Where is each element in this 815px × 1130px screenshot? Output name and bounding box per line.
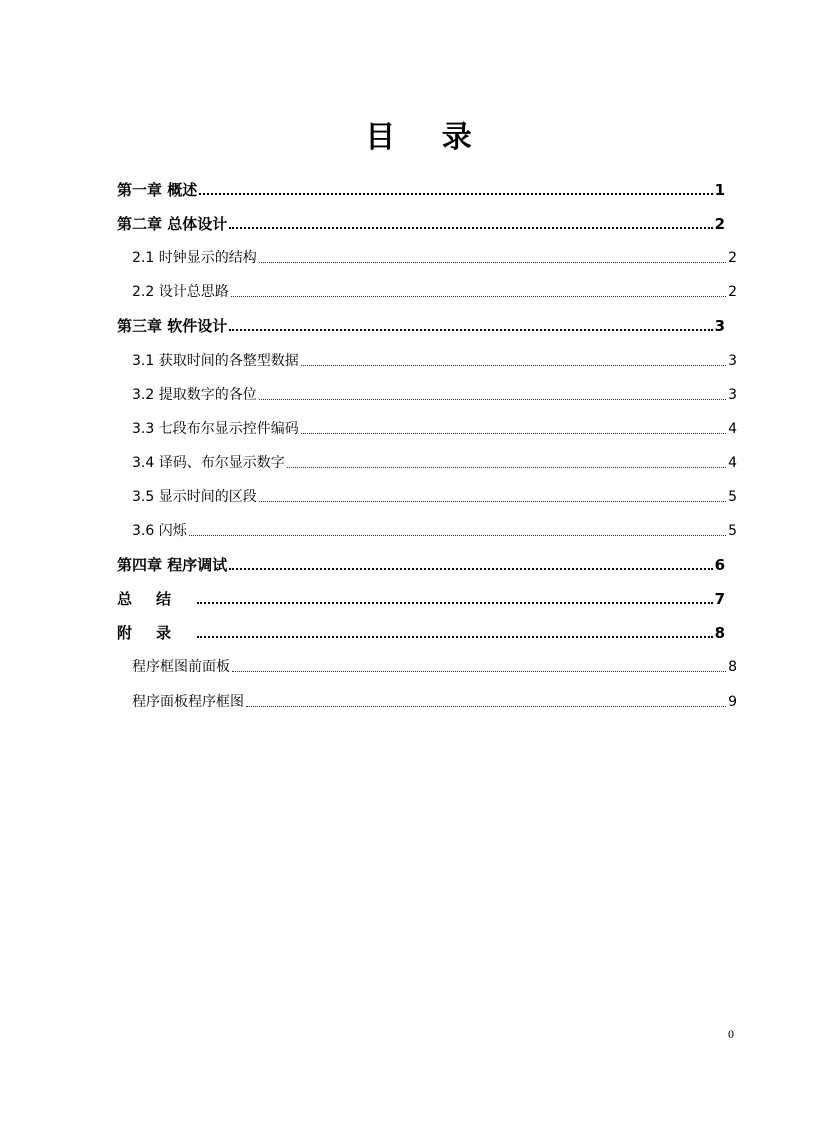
- toc-entry-page-number: 9: [728, 693, 737, 710]
- toc-entry-summary[interactable]: [117, 575, 737, 609]
- toc-entry-label: 第二章 总体设计: [117, 215, 228, 234]
- toc-leader-dots: [287, 467, 726, 468]
- toc-entry-label: 3.5 显示时间的区段: [132, 488, 257, 505]
- toc-leader-dots: [246, 706, 726, 707]
- footer-page-number: 0: [728, 1027, 734, 1041]
- toc-leader-dots: [259, 399, 726, 400]
- toc-entry-section-3-2[interactable]: [117, 371, 737, 405]
- toc-entry-page-number: 2: [728, 250, 737, 267]
- toc-leader-dots: [232, 671, 726, 672]
- toc-entry-label: 第一章 概述: [117, 181, 198, 200]
- toc-entry-label: 3.3 七段布尔显示控件编码: [132, 420, 299, 437]
- toc-entry-label: 2.1 时钟显示的结构: [132, 250, 257, 267]
- toc-leader-dots: [229, 227, 712, 229]
- toc-entry-label: 3.4 译码、布尔显示数字: [132, 454, 285, 471]
- toc-entry-page-number: 2: [728, 284, 737, 301]
- toc-entry-label: 程序框图前面板: [132, 659, 230, 676]
- toc-entry-page-number: 4: [728, 454, 737, 471]
- toc-entry-page-number: 5: [728, 488, 737, 505]
- toc-entry-page-number: 6: [714, 556, 725, 575]
- toc-entry-page-number: 5: [728, 523, 737, 540]
- toc-leader-dots: [229, 568, 712, 570]
- toc-entry-section-3-6[interactable]: [117, 507, 737, 541]
- toc-entry-label: 第三章 软件设计: [117, 317, 228, 336]
- toc-entry-chapter-1[interactable]: [117, 166, 737, 200]
- toc-entry-section-3-3[interactable]: [117, 405, 737, 439]
- toc-entry-page-number: 3: [714, 317, 725, 336]
- toc-entry-appendix-block-diagram[interactable]: [117, 677, 737, 711]
- toc-entry-label: 2.2 设计总思路: [132, 284, 229, 301]
- toc-entry-label: 总结: [117, 590, 196, 609]
- toc-entry-appendix-front-panel[interactable]: [117, 643, 737, 677]
- toc-leader-dots: [197, 636, 713, 638]
- toc-leader-dots: [259, 262, 726, 263]
- toc-entry-label: 程序面板程序框图: [132, 693, 244, 710]
- toc-entry-page-number: 7: [714, 590, 725, 609]
- toc-entry-appendix[interactable]: [117, 609, 737, 643]
- toc-entry-page-number: 8: [714, 624, 725, 643]
- toc-leader-dots: [199, 193, 712, 195]
- toc-entry-page-number: 3: [728, 352, 737, 369]
- toc-entry-chapter-2[interactable]: [117, 200, 737, 234]
- toc-leader-dots: [301, 365, 726, 366]
- toc-entry-section-2-2[interactable]: [117, 268, 737, 302]
- toc-entry-section-3-4[interactable]: [117, 439, 737, 473]
- toc-entry-label: 3.6 闪烁: [132, 523, 187, 540]
- toc-title: 目 录: [365, 120, 490, 155]
- toc-entry-chapter-3[interactable]: [117, 302, 737, 336]
- toc-entry-section-3-1[interactable]: [117, 336, 737, 370]
- toc-entry-page-number: 2: [714, 215, 725, 234]
- toc-leader-dots: [259, 501, 726, 502]
- toc-entry-chapter-4[interactable]: [117, 541, 737, 575]
- toc-leader-dots: [229, 329, 712, 331]
- toc-entry-section-3-5[interactable]: [117, 473, 737, 507]
- toc-entry-section-2-1[interactable]: [117, 234, 737, 268]
- toc-leader-dots: [301, 433, 726, 434]
- toc-leader-dots: [197, 602, 713, 604]
- toc-entry-page-number: 8: [728, 659, 737, 676]
- toc-entry-label: 3.1 获取时间的各整型数据: [132, 352, 299, 369]
- toc-entry-label: 3.2 提取数字的各位: [132, 386, 257, 403]
- toc-leader-dots: [189, 535, 726, 536]
- toc-entry-label: 第四章 程序调试: [117, 556, 228, 575]
- toc-entry-page-number: 3: [728, 386, 737, 403]
- toc-list: [117, 166, 737, 712]
- toc-entry-label: 附录: [117, 624, 196, 643]
- toc-leader-dots: [231, 296, 726, 297]
- toc-entry-page-number: 1: [714, 181, 725, 200]
- toc-entry-page-number: 4: [728, 420, 737, 437]
